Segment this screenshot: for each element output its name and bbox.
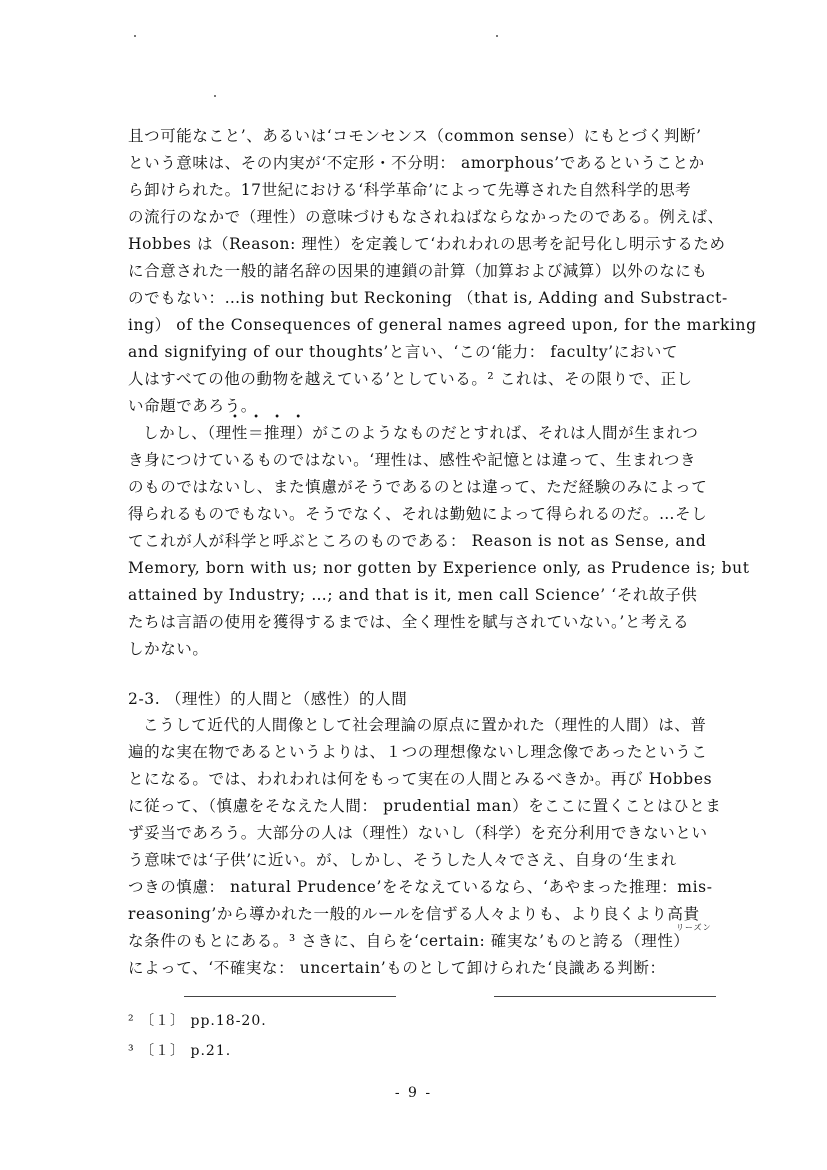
- body-line-11: い命題であろう。: [128, 397, 257, 415]
- body-line-6: に合意された一般的諸名辞の因果的連鎖の計算（加算および減算）以外のなにも: [128, 262, 708, 280]
- body-line-5: Hobbes は（Reason: 理性）を定義して‘われわれの思考を記号化し明示するため: [128, 235, 726, 253]
- section-line-3: とになる。では、われわれは何をもって実在の人間とみるべきか。再び Hobbes: [128, 770, 713, 788]
- section-line-5: ず妥当であろう。大部分の人は（理性）ないし（科学）を充分利用できないとい: [128, 824, 708, 842]
- ruby-reason: リーズン: [676, 923, 712, 932]
- body-line-14: のものではないし、また慎慮がそうであるのとは違って、ただ経験のみによって: [128, 478, 708, 496]
- body-line-8: ing） of the Consequences of general names agreed upon, for the marking: [128, 316, 757, 334]
- body-line-4: の流行のなかで（理性）の意味づけもなされねばならなかったのである。例えば、: [128, 208, 724, 226]
- body-line-18: attained by Industry; …; and that is it, men call Science’ ‘それ故子供: [128, 586, 698, 604]
- body-line-19: たちは言語の使用を獲得するまでは、全く理性を賦与されていない。’と考える: [128, 613, 690, 631]
- emphasis-dots: • • • •: [232, 412, 308, 423]
- section-line-2: 遍的な実在物であるというよりは、１つの理想像ないし理念像であったというこ: [128, 743, 708, 761]
- scan-speck: [496, 35, 498, 37]
- footnote-2: ² 〔１〕 pp.18-20.: [128, 1013, 267, 1029]
- section-line-10: によって、‘不確実な： uncertain’ものとして卸けられた‘良識ある判断：: [128, 959, 666, 977]
- body-line-16: てこれが人が科学と呼ぶところのものである： Reason is not as Sense, and: [128, 532, 707, 550]
- scan-speck: [134, 35, 136, 37]
- body-line-12: しかし、（理性＝推理）がこのようなものだとすれば、それは人間が生まれつ: [143, 424, 699, 442]
- section-line-7: つきの慎慮： natural Prudence’をそなえているなら、‘あやまった推理：mis-: [128, 878, 713, 896]
- body-line-7: のでもない：…is nothing but Reckoning （that is, Adding and Substract-: [128, 289, 728, 307]
- section-line-1: こうして近代的人間像として社会理論の原点に置かれた（理性的人間）は、普: [143, 716, 707, 734]
- footnote-rule-left: [184, 996, 396, 997]
- body-line-2: という意味は、その内実が‘不定形・不分明： amorphous’であるということか: [128, 154, 705, 172]
- body-line-10: 人はすべての他の動物を越えている’としている。² これは、その限りで、正し: [128, 370, 693, 388]
- section-heading: 2-3. （理性）的人間と（感性）的人間: [128, 690, 408, 708]
- body-line-20: しかない。: [128, 640, 209, 658]
- section-line-4: に従って、（慎慮をそなえた人間： prudential man）をここに置くことはひとま: [128, 797, 722, 815]
- body-line-9: and signifying of our thoughts’と言い、‘この‘能力： faculty’において: [128, 343, 679, 361]
- footnote-3: ³ 〔１〕 p.21.: [128, 1043, 232, 1059]
- section-line-6: う意味では‘子供’に近い。が、しかし、そうした人々でさえ、自身の‘生まれ: [128, 851, 677, 869]
- body-line-17: Memory, born with us; nor gotten by Experience only, as Prudence is; but: [128, 559, 750, 577]
- section-line-8: reasoning’から導かれた一般的ルールを信ずる人々よりも、より良くより高貴: [128, 905, 700, 923]
- scan-speck: [214, 95, 216, 97]
- page-number: - 9 -: [394, 1085, 433, 1101]
- section-line-9: な条件のもとにある。³ さきに、自らを‘certain: 確実な’ものと誇る（理性）: [128, 932, 690, 950]
- body-line-3: ら卸けられた。17世紀における‘科学革命’によって先導された自然科学的思考: [128, 181, 692, 199]
- body-line-13: き身につけているものではない。‘理性は、感性や記憶とは違って、生まれつき: [128, 451, 697, 469]
- body-line-15: 得られるものでもない。そうでなく、それは勤勉によって得られるのだ。…そし: [128, 505, 708, 523]
- body-line-1: 且つ可能なこと’、あるいは‘コモンセンス（common sense）にもとづく判断’: [128, 127, 702, 145]
- footnote-rule-right: [494, 996, 716, 997]
